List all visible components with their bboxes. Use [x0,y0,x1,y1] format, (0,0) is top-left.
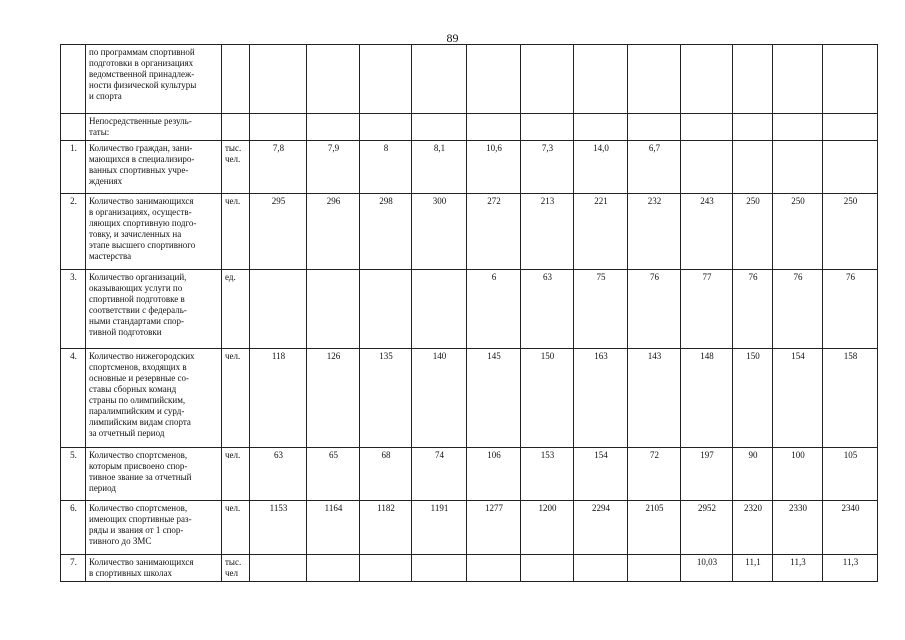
value-cell [250,270,307,349]
value-cell: 140 [412,349,467,448]
value-cell [412,555,467,582]
value-cell: 2330 [773,501,823,555]
row-number [61,114,86,141]
value-cell [681,141,733,194]
value-cell: 77 [681,270,733,349]
value-cell: 11,3 [773,555,823,582]
table-body [61,45,878,582]
value-cell: 118 [250,349,307,448]
unit-cell [222,194,250,270]
table-row [61,270,878,349]
value-cell [681,45,733,114]
unit-cell [222,501,250,555]
indicator-name-line: Непосредственные резуль- [89,116,192,126]
value-cell: 163 [574,349,628,448]
unit-cell [222,349,250,448]
value-cell [250,45,307,114]
indicator-name-line: оказывающих услуги по [89,283,183,293]
value-cell: 106 [467,448,521,501]
indicator-name-line: ждениях [89,176,123,186]
unit-line: чел [225,568,239,578]
indicator-name [86,448,222,501]
value-cell [733,45,773,114]
value-cell: 2952 [681,501,733,555]
value-cell [250,555,307,582]
unit-cell [222,555,250,582]
value-cell: 65 [307,448,360,501]
value-cell: 1164 [307,501,360,555]
indicator-name-line: ными стандартами спор- [89,316,185,326]
indicator-name-line: имеющих спортивные раз- [89,514,192,524]
indicator-name-line: ванных спортивных учре- [89,165,189,175]
value-cell: 74 [412,448,467,501]
value-cell: 154 [773,349,823,448]
indicator-name-line: Количество организаций, [89,272,187,282]
value-cell [773,114,823,141]
value-cell: 153 [521,448,574,501]
value-cell: 63 [250,448,307,501]
indicator-name [86,501,222,555]
value-cell: 8,1 [412,141,467,194]
value-cell [360,555,412,582]
value-cell: 154 [574,448,628,501]
unit-line: тыс. [225,143,242,153]
value-cell [773,141,823,194]
value-cell [307,45,360,114]
value-cell [823,45,878,114]
indicator-name-line: Количество граждан, зани- [89,143,193,153]
value-cell: 148 [681,349,733,448]
value-cell [307,114,360,141]
value-cell [412,45,467,114]
value-cell: 296 [307,194,360,270]
indicator-name-line: Количество занимающихся [89,196,194,206]
indicator-name-line: тивное звание за отчетный [89,472,192,482]
value-cell: 221 [574,194,628,270]
value-cell: 1182 [360,501,412,555]
value-cell [467,45,521,114]
table-row [61,45,878,114]
indicator-name-line: Количество спортсменов, [89,503,188,513]
indicator-name-line: товку, и зачисленных на [89,229,182,239]
indicator-name-line: в организациях, осуществ- [89,207,192,217]
indicator-name-line: Количество занимающихся [89,557,194,567]
value-cell: 2105 [628,501,681,555]
value-cell: 250 [823,194,878,270]
value-cell: 6,7 [628,141,681,194]
indicator-name-line: спортсменов, входящих в [89,362,187,372]
value-cell [360,114,412,141]
indicator-name-line: ведомственной принадлеж- [89,69,195,79]
value-cell: 197 [681,448,733,501]
indicator-name-line: ности физической культуры [89,80,197,90]
value-cell: 250 [733,194,773,270]
indicator-name [86,349,222,448]
indicator-name-line: ляющих спортивную подго- [89,218,197,228]
row-number: 3. [61,270,86,349]
page-number: 89 [446,31,459,45]
value-cell [521,555,574,582]
value-cell: 11,1 [733,555,773,582]
value-cell: 2320 [733,501,773,555]
indicator-name-line: страны по олимпийским, [89,395,186,405]
value-cell: 1153 [250,501,307,555]
value-cell: 10,6 [467,141,521,194]
indicator-name-line: соответствии с федераль- [89,305,187,315]
indicator-name-line: Количество нижегородских [89,351,195,361]
value-cell [467,114,521,141]
value-cell: 6 [467,270,521,349]
value-cell: 75 [574,270,628,349]
value-cell: 8 [360,141,412,194]
table-row [61,501,878,555]
indicator-name [86,270,222,349]
value-cell: 1277 [467,501,521,555]
value-cell [250,114,307,141]
value-cell: 243 [681,194,733,270]
value-cell: 14,0 [574,141,628,194]
value-cell [823,114,878,141]
value-cell: 1200 [521,501,574,555]
indicator-name-line: лимпийским видам спорта [89,417,191,427]
indicator-name-line: которым присвоено спор- [89,461,188,471]
value-cell: 10,03 [681,555,733,582]
value-cell: 7,8 [250,141,307,194]
value-cell: 76 [733,270,773,349]
indicator-name-line: таты: [89,127,110,137]
indicator-name [86,45,222,114]
value-cell [681,114,733,141]
value-cell [823,141,878,194]
indicator-name-line: по программам спортивной [89,47,195,57]
unit-line: ед. [225,272,236,282]
value-cell: 63 [521,270,574,349]
value-cell: 143 [628,349,681,448]
unit-line: чел. [225,450,241,460]
value-cell: 150 [733,349,773,448]
indicator-name-line: мающихся в специализиро- [89,154,195,164]
value-cell [733,114,773,141]
value-cell [628,555,681,582]
value-cell: 7,3 [521,141,574,194]
value-cell: 76 [628,270,681,349]
table-row [61,349,878,448]
table-row [61,555,878,582]
value-cell: 150 [521,349,574,448]
value-cell: 11,3 [823,555,878,582]
indicator-name-line: тивного до ЗМС [89,536,152,546]
value-cell: 158 [823,349,878,448]
value-cell [628,114,681,141]
indicator-name-line: спортивной подготовке в [89,294,185,304]
value-cell [521,114,574,141]
unit-line: чел. [225,503,241,513]
row-number: 6. [61,501,86,555]
value-cell: 2294 [574,501,628,555]
value-cell [773,45,823,114]
row-number: 2. [61,194,86,270]
value-cell: 250 [773,194,823,270]
table-row [61,194,878,270]
value-cell: 100 [773,448,823,501]
value-cell: 7,9 [307,141,360,194]
row-number: 1. [61,141,86,194]
indicator-name-line: тивной подготовки [89,327,162,337]
indicator-name [86,194,222,270]
value-cell: 135 [360,349,412,448]
value-cell: 105 [823,448,878,501]
indicator-name-line: период [89,483,116,493]
value-cell [307,270,360,349]
value-cell [307,555,360,582]
unit-cell [222,270,250,349]
table-row [61,114,878,141]
value-cell [574,114,628,141]
indicator-name-line: ряды и звания от 1 спор- [89,525,184,535]
table-row [61,448,878,501]
row-number: 5. [61,448,86,501]
value-cell: 272 [467,194,521,270]
value-cell: 72 [628,448,681,501]
value-cell: 145 [467,349,521,448]
value-cell [360,45,412,114]
indicator-name-line: паралимпийским и сурд- [89,406,185,416]
value-cell [574,45,628,114]
unit-line: тыс. [225,557,242,567]
value-cell: 300 [412,194,467,270]
indicator-name [86,141,222,194]
value-cell: 76 [773,270,823,349]
indicator-name-line: в спортивных школах [89,568,173,578]
value-cell: 213 [521,194,574,270]
value-cell [628,45,681,114]
unit-cell [222,141,250,194]
value-cell: 68 [360,448,412,501]
indicator-name-line: мастерства [89,251,132,261]
row-number: 4. [61,349,86,448]
value-cell [521,45,574,114]
indicator-name [86,114,222,141]
indicators-table [60,44,878,582]
unit-line: чел. [225,154,241,164]
value-cell: 76 [823,270,878,349]
value-cell: 2340 [823,501,878,555]
unit-line: чел. [225,351,241,361]
value-cell: 90 [733,448,773,501]
value-cell: 295 [250,194,307,270]
unit-cell [222,45,250,114]
value-cell [733,141,773,194]
indicator-name-line: за отчетный период [89,428,165,438]
value-cell [467,555,521,582]
indicator-name-line: Количество спортсменов, [89,450,188,460]
row-number [61,45,86,114]
value-cell: 126 [307,349,360,448]
value-cell [360,270,412,349]
indicator-name-line: ставы сборных команд [89,384,177,394]
unit-line: чел. [225,196,241,206]
value-cell [574,555,628,582]
unit-cell [222,448,250,501]
indicator-name-line: подготовки в организациях [89,58,194,68]
indicator-name [86,555,222,582]
value-cell: 1191 [412,501,467,555]
indicator-name-line: основные и резервные со- [89,373,189,383]
value-cell: 298 [360,194,412,270]
value-cell [412,270,467,349]
row-number: 7. [61,555,86,582]
value-cell: 232 [628,194,681,270]
table-row [61,141,878,194]
indicator-name-line: и спорта [89,91,122,101]
value-cell [412,114,467,141]
indicator-name-line: этапе высшего спортивного [89,240,196,250]
unit-cell [222,114,250,141]
